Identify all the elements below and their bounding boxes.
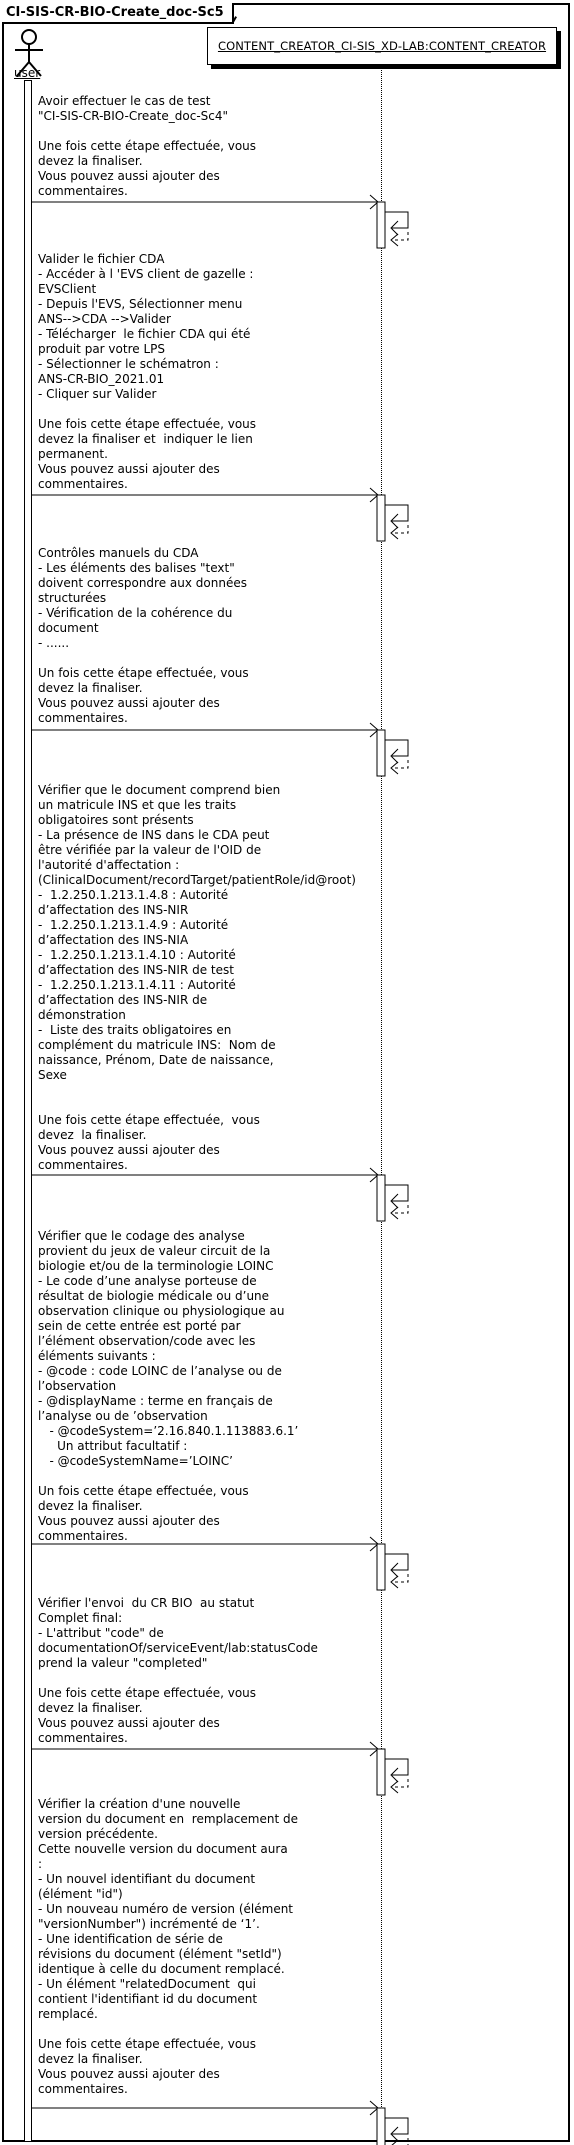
self-message (385, 505, 408, 521)
step-text: Vérifier que le document comprend bien un matricule INS et que les traits obligatoires sont présents - La présence de INS dans le CDA peut être vérifiée par la valeur de l'OID de l'autorité d'affectation : (ClinicalDocument/recordTarget/patientRole/id@root) - 1.2.250.1.213.1.4.8 : Autorité d’affectation des INS-NIR - 1.2.250.1.213.1.4.9 : Autorité d’affectation des INS-NIA - 1.2.250.1.213.1.4.10 : Autorité d’affectation des INS-NIR de test - 1.2.250.1.213.1.4.11 : Autorité d’affectation des INS-NIR de démonstration - Liste des traits obligatoires en complément du matricule INS: Nom de naissance, Prénom, Date de naissance, Sexe Une fois cette étape effectuée, vous devez la finaliser. Vous pouvez aussi ajouter des commentaires. (38, 783, 356, 1172)
activation-bar (377, 730, 385, 776)
activation-bar (377, 1544, 385, 1590)
return-message (392, 2138, 408, 2145)
activation-bar (377, 202, 385, 248)
message-arrow (32, 723, 408, 776)
step-text: Contrôles manuels du CDA - Les éléments des balises "text" doivent correspondre aux données structurées - Vérification de la cohérence du document - ...... Un fois cette étape effectuée, vous devez la finaliser. Vous pouvez aussi ajouter des commentaires. (38, 546, 249, 725)
message-arrow (32, 2101, 408, 2145)
self-message (385, 2118, 408, 2134)
return-message (392, 760, 408, 768)
message-arrow (32, 488, 408, 541)
step-text: Vérifier la création d'une nouvelle version du document en remplacement de version précédente. Cette nouvelle version du document aura : - Un nouvel identifiant du document (élément "id") - Un nouveau numéro de version (élément "versionNumber") incrémenté de ‘1’. - Une identification de série de révisions du document (élément "setId") identique à celle du document remplacé. - Un élément "relatedDocument qui contient l'identifiant id du document remplacé. Une fois cette étape effectuée, vous devez la finaliser. Vous pouvez aussi ajouter des commentaires. (38, 1797, 299, 2096)
message-arrow (32, 1168, 408, 1221)
activation-bar (377, 1175, 385, 1221)
return-message (392, 1205, 408, 1213)
self-message (385, 740, 408, 756)
message-arrow (32, 1537, 408, 1590)
message-arrow (32, 1742, 408, 1795)
step-text: Vérifier l'envoi du CR BIO au statut Complet final: - L'attribut "code" de documentationOf/serviceEvent/lab:statusCode prend la valeur "completed" Une fois cette étape effectuée, vous devez la finaliser. Vous pouvez aussi ajouter des commentaires. (38, 1596, 318, 1745)
participant-label: CONTENT_CREATOR_CI-SIS_XD-LAB:CONTENT_CREATOR (217, 39, 547, 53)
step-text: Valider le fichier CDA - Accéder à l 'EVS client de gazelle : EVSClient - Depuis l'EVS, Sélectionner menu ANS-->CDA -->Valider - Télécharger le fichier CDA qui été produit par votre LPS - Sélectionner le schématron : ANS-CR-BIO_2021.01 - Cliquer sur Valider Une fois cette étape effectuée, vous devez la finaliser et indiquer le lien permanent. Vous pouvez aussi ajouter des commentaires. (38, 252, 257, 491)
frame-title: CI-SIS-CR-BIO-Create_doc-Sc5 (2, 3, 234, 24)
self-message (385, 1554, 408, 1570)
activation-bar (377, 1749, 385, 1795)
activation-bar (377, 2108, 385, 2145)
return-message (392, 1574, 408, 1582)
self-message (385, 212, 408, 228)
step-text: Avoir effectuer le cas de test "CI-SIS-CR-BIO-Create_doc-Sc4" Une fois cette étape effectuée, vous devez la finaliser. Vous pouvez aussi ajouter des commentaires. (38, 94, 257, 198)
return-message (392, 232, 408, 240)
activation-bar (377, 495, 385, 541)
message-arrow (32, 195, 408, 248)
step-text: Vérifier que le codage des analyse provient du jeux de valeur circuit de la biologie et/ou de la terminologie LOINC - Le code d’une analyse porteuse de résultat de biologie médicale ou d’une observation clinique ou physiologique au sein de cette entrée est porté par l’élément observation/code avec les éléments suivants : - @code : code LOINC de l’analyse ou de l’observation - @displayName : terme en français de l’analyse ou de ’observation - @codeSystem=’2.16.840.1.113883.6.1’ Un attribut facultatif : - @codeSystemName=’LOINC’ Un fois cette étape effectuée, vous devez la finaliser. Vous pouvez aussi ajouter des commentaires. (38, 1229, 299, 1543)
self-message (385, 1185, 408, 1201)
actor-label: user (14, 66, 41, 80)
return-message (392, 525, 408, 533)
return-message (392, 1779, 408, 1787)
self-message (385, 1759, 408, 1775)
